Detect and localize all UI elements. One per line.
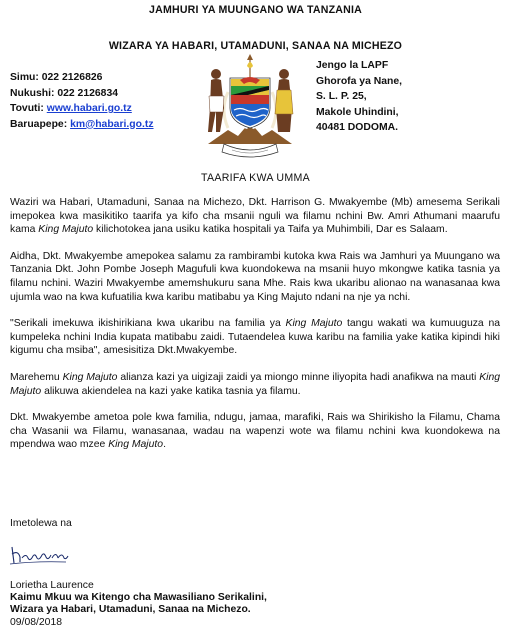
notice-title: TAARIFA KWA UMMA (201, 172, 310, 184)
address-line: Makole Uhindini, (316, 106, 399, 118)
signer-ministry: Wizara ya Habari, Utamaduni, Sanaa na Michezo. (10, 604, 251, 616)
italic-name: King Majuto (108, 439, 164, 451)
paragraph-2: Aidha, Dkt. Mwakyembe amepokea salamu za rambirambi kutoka kwa Rais wa Jamhuri ya Muungano wa Tanzania Dkt. John Pombe Joseph Magufuli kwa kuondokewa na msanii huyo mkongwe katika tasnia ya filamu nchini. Waziri Mwakyembe amemshukuru sana Mhe. Rais kwa ukaribu alionao na wanasanaa kwa ujumla wao na kwa kufuatilia kwa karibu matibabu ya King Majuto ndani na nje ya nchi. (10, 250, 500, 303)
signer-title: Kaimu Mkuu wa Kitengo cha Mawasiliano Serikalini, (10, 592, 267, 604)
email-link[interactable]: km@habari.go.tz (70, 118, 154, 130)
text-segment: Dkt. Mwakyembe ametoa pole kwa familia, ndugu, jamaa, marafiki, Rais wa Shirikisho la Filamu, Chama cha Wasanii wa Filamu, wanasanaa, wadau na wapenzi wote wa filamu nchini kwa kuondokewa na mpendwa wao mzee (10, 412, 500, 451)
release-date: 09/08/2018 (10, 616, 63, 628)
address-line: Ghorofa ya Nane, (316, 75, 403, 87)
published-by: Imetolewa na (10, 518, 72, 529)
text-segment: Marehemu (10, 371, 63, 383)
address-line: 40481 DODOMA. (316, 122, 398, 133)
italic-name: King Majuto (38, 224, 94, 236)
paragraph-5 (10, 411, 500, 452)
ministry-title: WIZARA YA HABARI, UTAMADUNI, SANAA NA MICHEZO (108, 40, 403, 52)
website-label: Tovuti: (10, 103, 47, 114)
italic-name: King Majuto (62, 371, 118, 383)
italic-name: King Majuto (10, 371, 501, 397)
postal-address (316, 58, 506, 136)
fax-number: Nukushi: 022 2126834 (10, 87, 119, 99)
contact-block (10, 70, 210, 132)
paragraph-1 (10, 196, 500, 237)
email-row (10, 117, 210, 133)
italic-name: King Majuto (285, 318, 343, 330)
signer-name: Lorietha Laurence (10, 580, 94, 591)
republic-title: JAMHURI YA MUUNGANO WA TANZANIA (149, 4, 362, 16)
signer-block (10, 580, 500, 629)
paragraph-3 (10, 317, 500, 358)
phone-number: Simu: 022 2126826 (10, 72, 103, 83)
text-segment: . (163, 439, 166, 451)
coat-of-arms-icon (198, 52, 302, 162)
signature-icon (8, 543, 70, 567)
email-label: Baruapepe: (10, 118, 71, 130)
text-segment: Waziri wa Habari, Utamaduni, Sanaa na Michezo, Dkt. Harrison G. Mwakyembe (Mb) amesema Serikali imepokea kwa masikitiko taarifa ya kifo cha msanii nguli wa filamu nchini Bw. Amri Athumani maarufu kama (10, 197, 500, 236)
address-line: Jengo la LAPF (316, 60, 389, 71)
address-line: S. L. P. 25, (316, 91, 367, 102)
text-segment: alianza kazi ya uigizaji zaidi ya miongo minne iliyopita hadi anafikwa na mauti (117, 371, 480, 383)
text-segment: "Serikali imekuwa ikishirikiana kwa ukaribu na familia ya (10, 318, 286, 330)
press-release-body (10, 196, 500, 452)
text-segment: alikuwa akiendelea na kazi yake katika tasnia ya filamu. (41, 385, 301, 397)
text-segment: tangu wakati wa kumuuguza na kumpeleka nchini India kupata matibabu zaidi. Tutaendelea kuwa karibu na familia yake katika kipindi hiki kigumu cha msiba", amesisitiza Dkt.Mwakyembe. (10, 318, 500, 357)
paragraph-4 (10, 371, 500, 398)
text-segment: kilichotokea jana usiku katika hospitali ya Taifa ya Muhimbili, Dar es Salaam. (93, 224, 448, 236)
website-link[interactable]: www.habari.go.tz (46, 103, 132, 114)
website-row (10, 101, 210, 117)
